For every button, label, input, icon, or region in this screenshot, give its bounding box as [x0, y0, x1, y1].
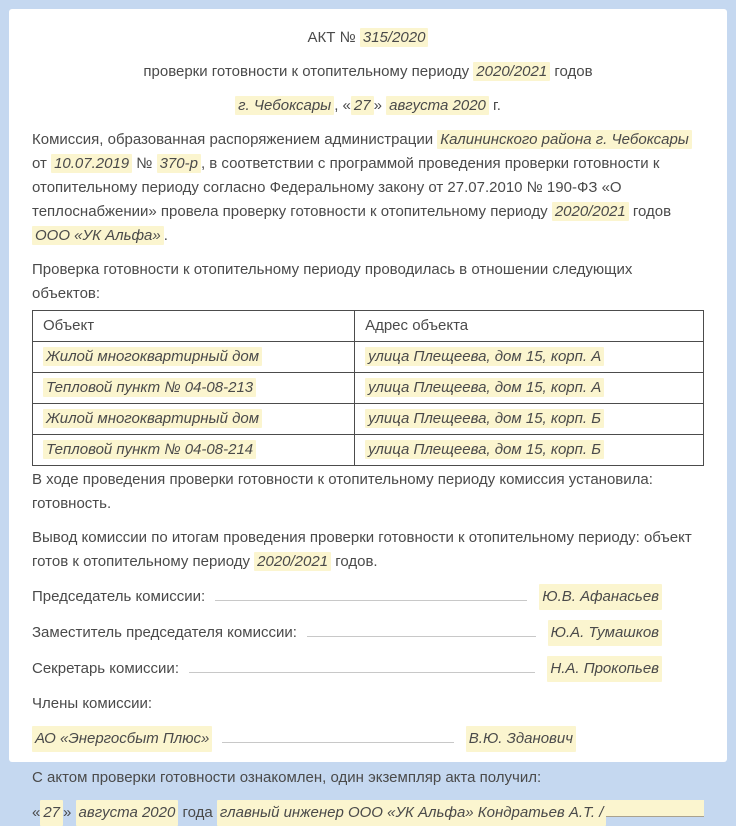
final-static-2: »: [63, 804, 76, 821]
p4-static-2: годов.: [331, 553, 378, 570]
title-static: АКТ №: [307, 29, 360, 46]
field-district[interactable]: Калининского района г. Чебоксары: [437, 130, 692, 149]
field-address-1[interactable]: улица Плещеева, дом 15, корп. А: [365, 347, 604, 366]
signature-blank-line[interactable]: [215, 586, 527, 601]
paragraph-commission: [32, 128, 704, 248]
signature-blank-line[interactable]: [222, 728, 453, 743]
field-organization[interactable]: ООО «УК Альфа»: [32, 226, 164, 245]
field-period[interactable]: 2020/2021: [473, 62, 550, 81]
place-date-static-3: г.: [488, 97, 501, 114]
field-order-number[interactable]: 370-р: [157, 154, 201, 173]
table-header-row: [33, 311, 704, 342]
doc-subtitle: [32, 60, 704, 84]
p1-static-3: №: [132, 155, 157, 172]
p1-static-5: годов: [628, 203, 672, 220]
column-header-address: Адрес объекта: [355, 311, 704, 342]
p4-static: Вывод комиссии по итогам проведения проверки готовности к отопительному периоду: объект готов к отопительному периоду: [32, 529, 692, 570]
subtitle-static: проверки готовности к отопительному периоду: [143, 63, 474, 80]
field-object-4[interactable]: Тепловой пункт № 04-08-214: [43, 440, 256, 459]
signature-row-deputy: [32, 620, 704, 646]
members-heading: Члены комиссии:: [32, 695, 153, 712]
paragraph-conclusion: [32, 526, 704, 574]
p1-static-2: от: [32, 155, 52, 172]
field-final-recipient[interactable]: главный инженер ООО «УК Альфа» Кондратьев А.Т. /: [217, 800, 607, 826]
subtitle-static-2: годов: [550, 63, 593, 80]
field-city[interactable]: г. Чебоксары: [235, 96, 334, 115]
table-row: [33, 342, 704, 373]
field-period-2[interactable]: 2020/2021: [552, 202, 629, 221]
p1-static-4: , в соответствии с программой проведения проверки готовности к отопительному периоду согласно Федеральному закону от 27.07.2010 № 190-ФЗ «О теплоснабжении» провела проверку готовности к отопительному периоду: [32, 155, 660, 220]
field-chairman-name[interactable]: Ю.В. Афанасьев: [539, 584, 662, 610]
document-page: [9, 9, 727, 821]
final-static: «: [32, 804, 41, 821]
field-final-month-year[interactable]: августа 2020: [76, 800, 179, 826]
field-final-day[interactable]: 27: [40, 800, 63, 826]
signature-label: Председатель комиссии:: [32, 588, 206, 605]
signature-row-secretary: [32, 656, 704, 682]
signature-blank-line[interactable]: [189, 658, 535, 673]
table-row: [33, 373, 704, 404]
p1-static: Комиссия, образованная распоряжением администрации: [32, 131, 438, 148]
paragraph-result: В ходе проведения проверки готовности к отопительному периоду комиссия установила: готовность.: [32, 471, 653, 512]
signature-label: Заместитель председателя комиссии:: [32, 624, 297, 641]
final-static-3: года: [178, 804, 217, 821]
objects-table: [32, 310, 704, 466]
field-deputy-name[interactable]: Ю.А. Тумашков: [548, 620, 662, 646]
field-object-2[interactable]: Тепловой пункт № 04-08-213: [43, 378, 256, 397]
final-receipt-line: [32, 800, 704, 826]
field-object-3[interactable]: Жилой многоквартирный дом: [43, 409, 262, 428]
field-address-4[interactable]: улица Плещеева, дом 15, корп. Б: [365, 440, 604, 459]
signature-row-member: [32, 726, 704, 752]
p1-static-6: .: [163, 227, 168, 244]
signature-label: Секретарь комиссии:: [32, 660, 179, 677]
field-day[interactable]: 27: [351, 96, 374, 115]
field-address-2[interactable]: улица Плещеева, дом 15, корп. А: [365, 378, 604, 397]
doc-title: [32, 26, 704, 50]
signature-row-chairman: [32, 584, 704, 610]
field-act-number[interactable]: 315/2020: [360, 28, 429, 47]
field-member-org[interactable]: АО «Энергосбыт Плюс»: [32, 726, 212, 752]
field-order-date[interactable]: 10.07.2019: [51, 154, 132, 173]
table-row: [33, 435, 704, 466]
field-member-name[interactable]: В.Ю. Зданович: [466, 726, 576, 752]
field-secretary-name[interactable]: Н.А. Прокопьев: [547, 656, 662, 682]
table-row: [33, 404, 704, 435]
field-month-year[interactable]: августа 2020: [386, 96, 489, 115]
paragraph-objects-intro: Проверка готовности к отопительному периоду проводилась в отношении следующих объектов:: [32, 261, 633, 302]
place-date-static: , «: [334, 97, 351, 114]
column-header-object: Объект: [33, 311, 355, 342]
paragraph-acknowledgement: С актом проверки готовности ознакомлен, один экземпляр акта получил:: [32, 769, 542, 786]
field-object-1[interactable]: Жилой многоквартирный дом: [43, 347, 262, 366]
final-signature-blank-line[interactable]: [606, 800, 704, 817]
field-address-3[interactable]: улица Плещеева, дом 15, корп. Б: [365, 409, 604, 428]
doc-place-date: [32, 94, 704, 118]
field-period-3[interactable]: 2020/2021: [254, 552, 331, 571]
signature-blank-line[interactable]: [307, 622, 536, 637]
place-date-static-2: »: [373, 97, 387, 114]
